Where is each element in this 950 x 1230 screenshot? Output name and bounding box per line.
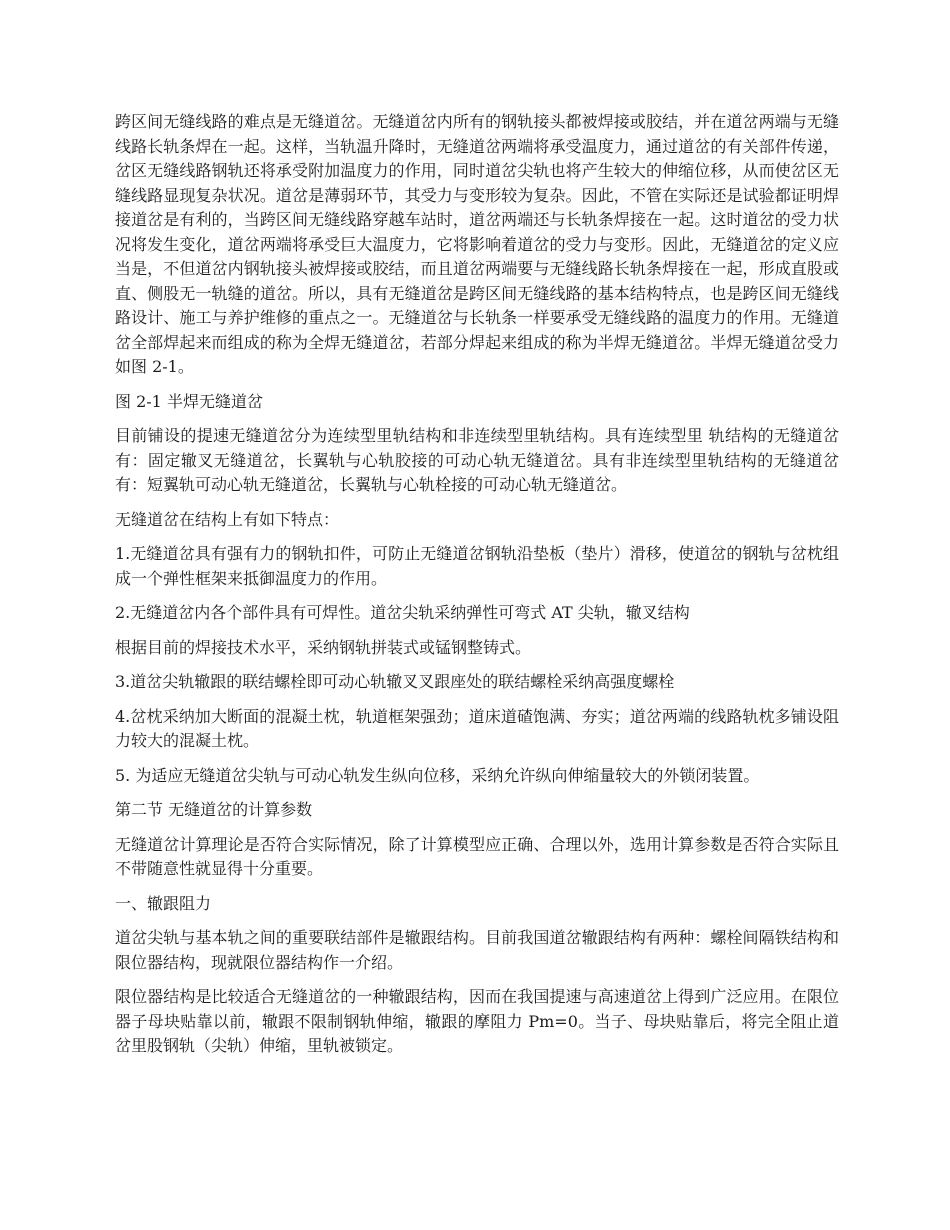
feature-item-1: 1.无缝道岔具有强有力的钢轨扣件，可防止无缝道岔钢轨沿垫板（垫片）滑移，使道岔的钢轨与岔枕组成一个弹性框架来抵御温度力的作用。 xyxy=(115,544,839,588)
paragraph-rail-structure-types: 目前铺设的提速无缝道岔分为连续型里轨结构和非连续型里轨结构。具有连续型里 轨结构的无缝道岔有：固定辙叉无缝道岔，长翼轨与心轨胶接的可动心轨无缝道岔。具有非连续型里轨结构的无缝道岔有：短翼轨可动心轨无缝道岔，长翼轨与心轨栓接的可动心轨无缝道岔。 xyxy=(115,426,839,494)
features-intro: 无缝道岔在结构上有如下特点： xyxy=(115,509,340,529)
feature-item-4: 4.岔枕采纳加大断面的混凝土枕，轨道框架强劲；道床道碴饱满、夯实；道岔两端的线路轨枕多铺设阻力较大的混凝土枕。 xyxy=(115,706,839,750)
subsection-heading: 一、辙跟阻力 xyxy=(115,893,212,913)
limiter-structure-paragraph: 限位器结构是比较适合无缝道岔的一种辙跟结构，因而在我国提速与高速道岔上得到广泛应用。在限位器子母块贴靠以前，辙跟不限制钢轨伸缩，辙跟的摩阻力 Pm=0。当子、母块贴靠后，将完全阻止道岔里股钢轨（尖轨）伸缩，里轨被锁定。 xyxy=(115,987,839,1055)
feature-item-2-continued: 根据目前的焊接技术水平，采纳钢轨拼装式或锰钢整铸式。 xyxy=(115,637,532,657)
feature-item-5: 5. 为适应无缝道岔尖轨与可动心轨发生纵向位移，采纳允许纵向伸缩量较大的外锁闭装置。 xyxy=(115,765,760,785)
feature-item-3: 3.道岔尖轨辙跟的联结螺栓即可动心轨辙叉叉跟座处的联结螺栓采纳高强度螺栓 xyxy=(115,672,675,691)
section-intro: 无缝道岔计算理论是否符合实际情况，除了计算模型应正确、合理以外，选用计算参数是否符合实际且不带随意性就显得十分重要。 xyxy=(115,834,839,878)
document-page xyxy=(115,110,839,1069)
feature-item-2: 2.无缝道岔内各个部件具有可焊性。道岔尖轨采纳弹性可弯式 AT 尖轨，辙叉结构 xyxy=(115,603,690,622)
section-heading: 第二节 无缝道岔的计算参数 xyxy=(115,800,313,819)
figure-caption: 图 2-1 半焊无缝道岔 xyxy=(115,391,263,411)
intro-paragraph: 跨区间无缝线路的难点是无缝道岔。无缝道岔内所有的钢轨接头都被焊接或胶结，并在道岔两端与无缝线路长轨条焊在一起。这样，当轨温升降时，无缝道岔两端将承受温度力，通过道岔的有关部件传递，岔区无缝线路钢轨还将承受附加温度力的作用，同时道岔尖轨也将产生较大的伸缩位移，从而使岔区无缝线路显现复杂状况。道岔是薄弱环节，其受力与变形较为复杂。因此，不管在实际还是试验都证明焊接道岔是有利的，当跨区间无缝线路穿越车站时，道岔两端还与长轨条焊接在一起。这时道岔的受力状况将发生变化，道岔两端将承受巨大温度力，它将影响着道岔的受力与变形。因此，无缝道岔的定义应当是，不但道岔内钢轨接头被焊接或胶结，而且道岔两端要与无缝线路长轨条焊接在一起，形成直股或直、侧股无一轨缝的道岔。所以，具有无缝道岔是跨区间无缝线路的基本结构特点，也是跨区间无缝线路设计、施工与养护维修的重点之一。无缝道岔与长轨条一样要承受无缝线路的温度力的作用。无缝道岔全部焊起来而组成的称为全焊无缝道岔，若部分焊起来组成的称为半焊无缝道岔。半焊无缝道岔受力如图 2-1。 xyxy=(115,112,839,376)
heel-structure-paragraph: 道岔尖轨与基本轨之间的重要联结部件是辙跟结构。目前我国道岔辙跟结构有两种：螺栓间隔铁结构和限位器结构，现就限位器结构作一介绍。 xyxy=(115,928,839,972)
